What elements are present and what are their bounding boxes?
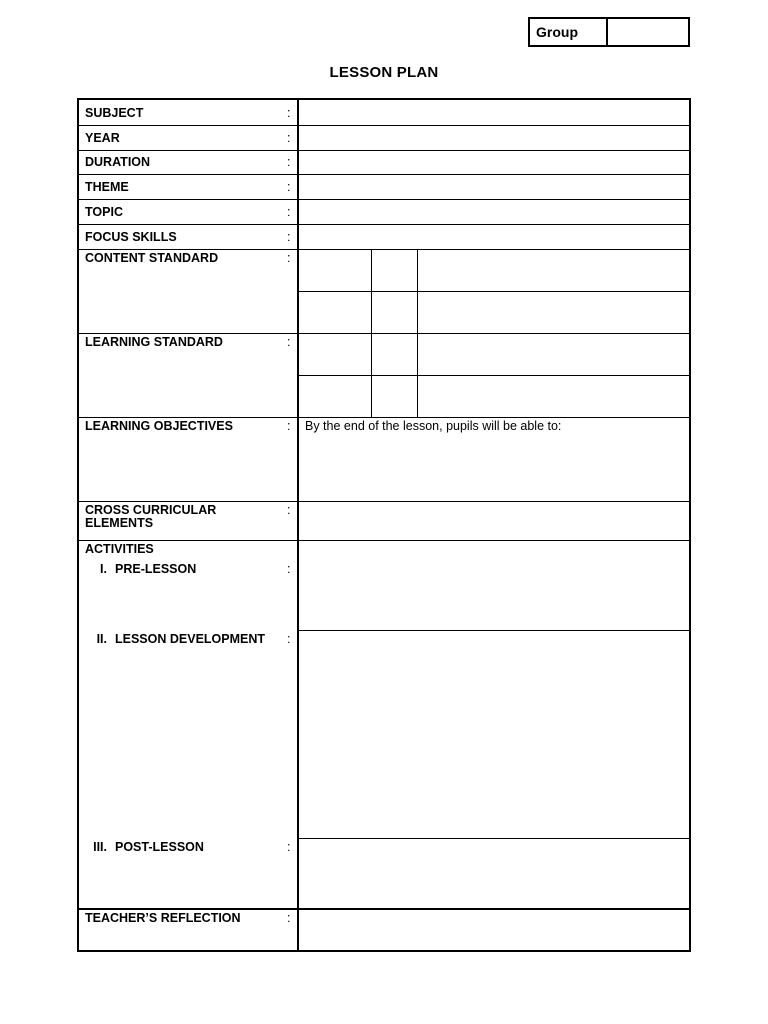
pre-lesson-label bbox=[85, 562, 196, 576]
focus-skills-label: FOCUS SKILLS bbox=[85, 230, 177, 244]
page-title: LESSON PLAN bbox=[329, 64, 439, 81]
year-colon: : bbox=[287, 131, 291, 145]
row-separator bbox=[297, 630, 689, 631]
lesson-development-colon: : bbox=[287, 632, 291, 646]
row-separator bbox=[79, 224, 689, 225]
row-separator bbox=[79, 501, 689, 502]
focus-skills-colon: : bbox=[287, 230, 291, 244]
row-separator bbox=[79, 333, 689, 334]
row-separator bbox=[79, 150, 689, 151]
group-value-field[interactable] bbox=[608, 19, 688, 45]
learning-standard-col-divider bbox=[371, 333, 372, 417]
row-separator bbox=[297, 838, 689, 839]
theme-label: THEME bbox=[85, 180, 129, 194]
post-lesson-label bbox=[85, 840, 204, 854]
cross-curricular-label-line2: ELEMENTS bbox=[85, 516, 154, 530]
learning-standard-label: LEARNING STANDARD bbox=[85, 335, 223, 349]
learning-objectives-text: By the end of the lesson, pupils will be able to: bbox=[305, 419, 562, 433]
cross-curricular-label-line1: CROSS CURRICULAR bbox=[85, 503, 217, 517]
group-box bbox=[528, 17, 690, 47]
duration-label: DURATION bbox=[85, 155, 151, 169]
row-separator bbox=[79, 417, 689, 418]
learning-standard-col-divider bbox=[417, 333, 418, 417]
teachers-reflection-colon: : bbox=[287, 911, 291, 925]
content-standard-subrow-separator bbox=[297, 291, 689, 292]
subject-colon: : bbox=[287, 106, 291, 120]
topic-label: TOPIC bbox=[85, 205, 123, 219]
post-lesson-number: III. bbox=[93, 840, 107, 854]
lesson-development-number: II. bbox=[96, 632, 107, 646]
learning-objectives-colon: : bbox=[287, 419, 291, 433]
lesson-plan-form bbox=[77, 98, 691, 952]
subject-label: SUBJECT bbox=[85, 106, 144, 120]
theme-colon: : bbox=[287, 180, 291, 194]
row-separator bbox=[79, 174, 689, 175]
content-standard-label: CONTENT STANDARD bbox=[85, 251, 219, 265]
duration-colon: : bbox=[287, 155, 291, 169]
lesson-development-text: LESSON DEVELOPMENT bbox=[115, 632, 266, 646]
row-separator bbox=[79, 125, 689, 126]
pre-lesson-text: PRE-LESSON bbox=[115, 562, 197, 576]
group-label: Group bbox=[530, 19, 608, 45]
row-separator bbox=[79, 249, 689, 250]
year-label: YEAR bbox=[85, 131, 120, 145]
teachers-reflection-label: TEACHER’S REFLECTION bbox=[85, 911, 241, 925]
post-lesson-text: POST-LESSON bbox=[115, 840, 204, 854]
activities-label: ACTIVITIES bbox=[85, 542, 154, 556]
label-column-divider bbox=[297, 100, 299, 952]
learning-objectives-label: LEARNING OBJECTIVES bbox=[85, 419, 233, 433]
content-standard-col-divider bbox=[417, 249, 418, 333]
row-separator bbox=[79, 199, 689, 200]
content-standard-colon: : bbox=[287, 251, 291, 265]
topic-colon: : bbox=[287, 205, 291, 219]
post-lesson-colon: : bbox=[287, 840, 291, 854]
row-separator bbox=[79, 908, 689, 910]
lesson-development-label bbox=[85, 632, 265, 646]
pre-lesson-number: I. bbox=[100, 562, 107, 576]
learning-standard-subrow-separator bbox=[297, 375, 689, 376]
row-separator bbox=[79, 540, 689, 541]
cross-curricular-colon: : bbox=[287, 503, 291, 517]
pre-lesson-colon: : bbox=[287, 562, 291, 576]
content-standard-col-divider bbox=[371, 249, 372, 333]
learning-standard-colon: : bbox=[287, 335, 291, 349]
